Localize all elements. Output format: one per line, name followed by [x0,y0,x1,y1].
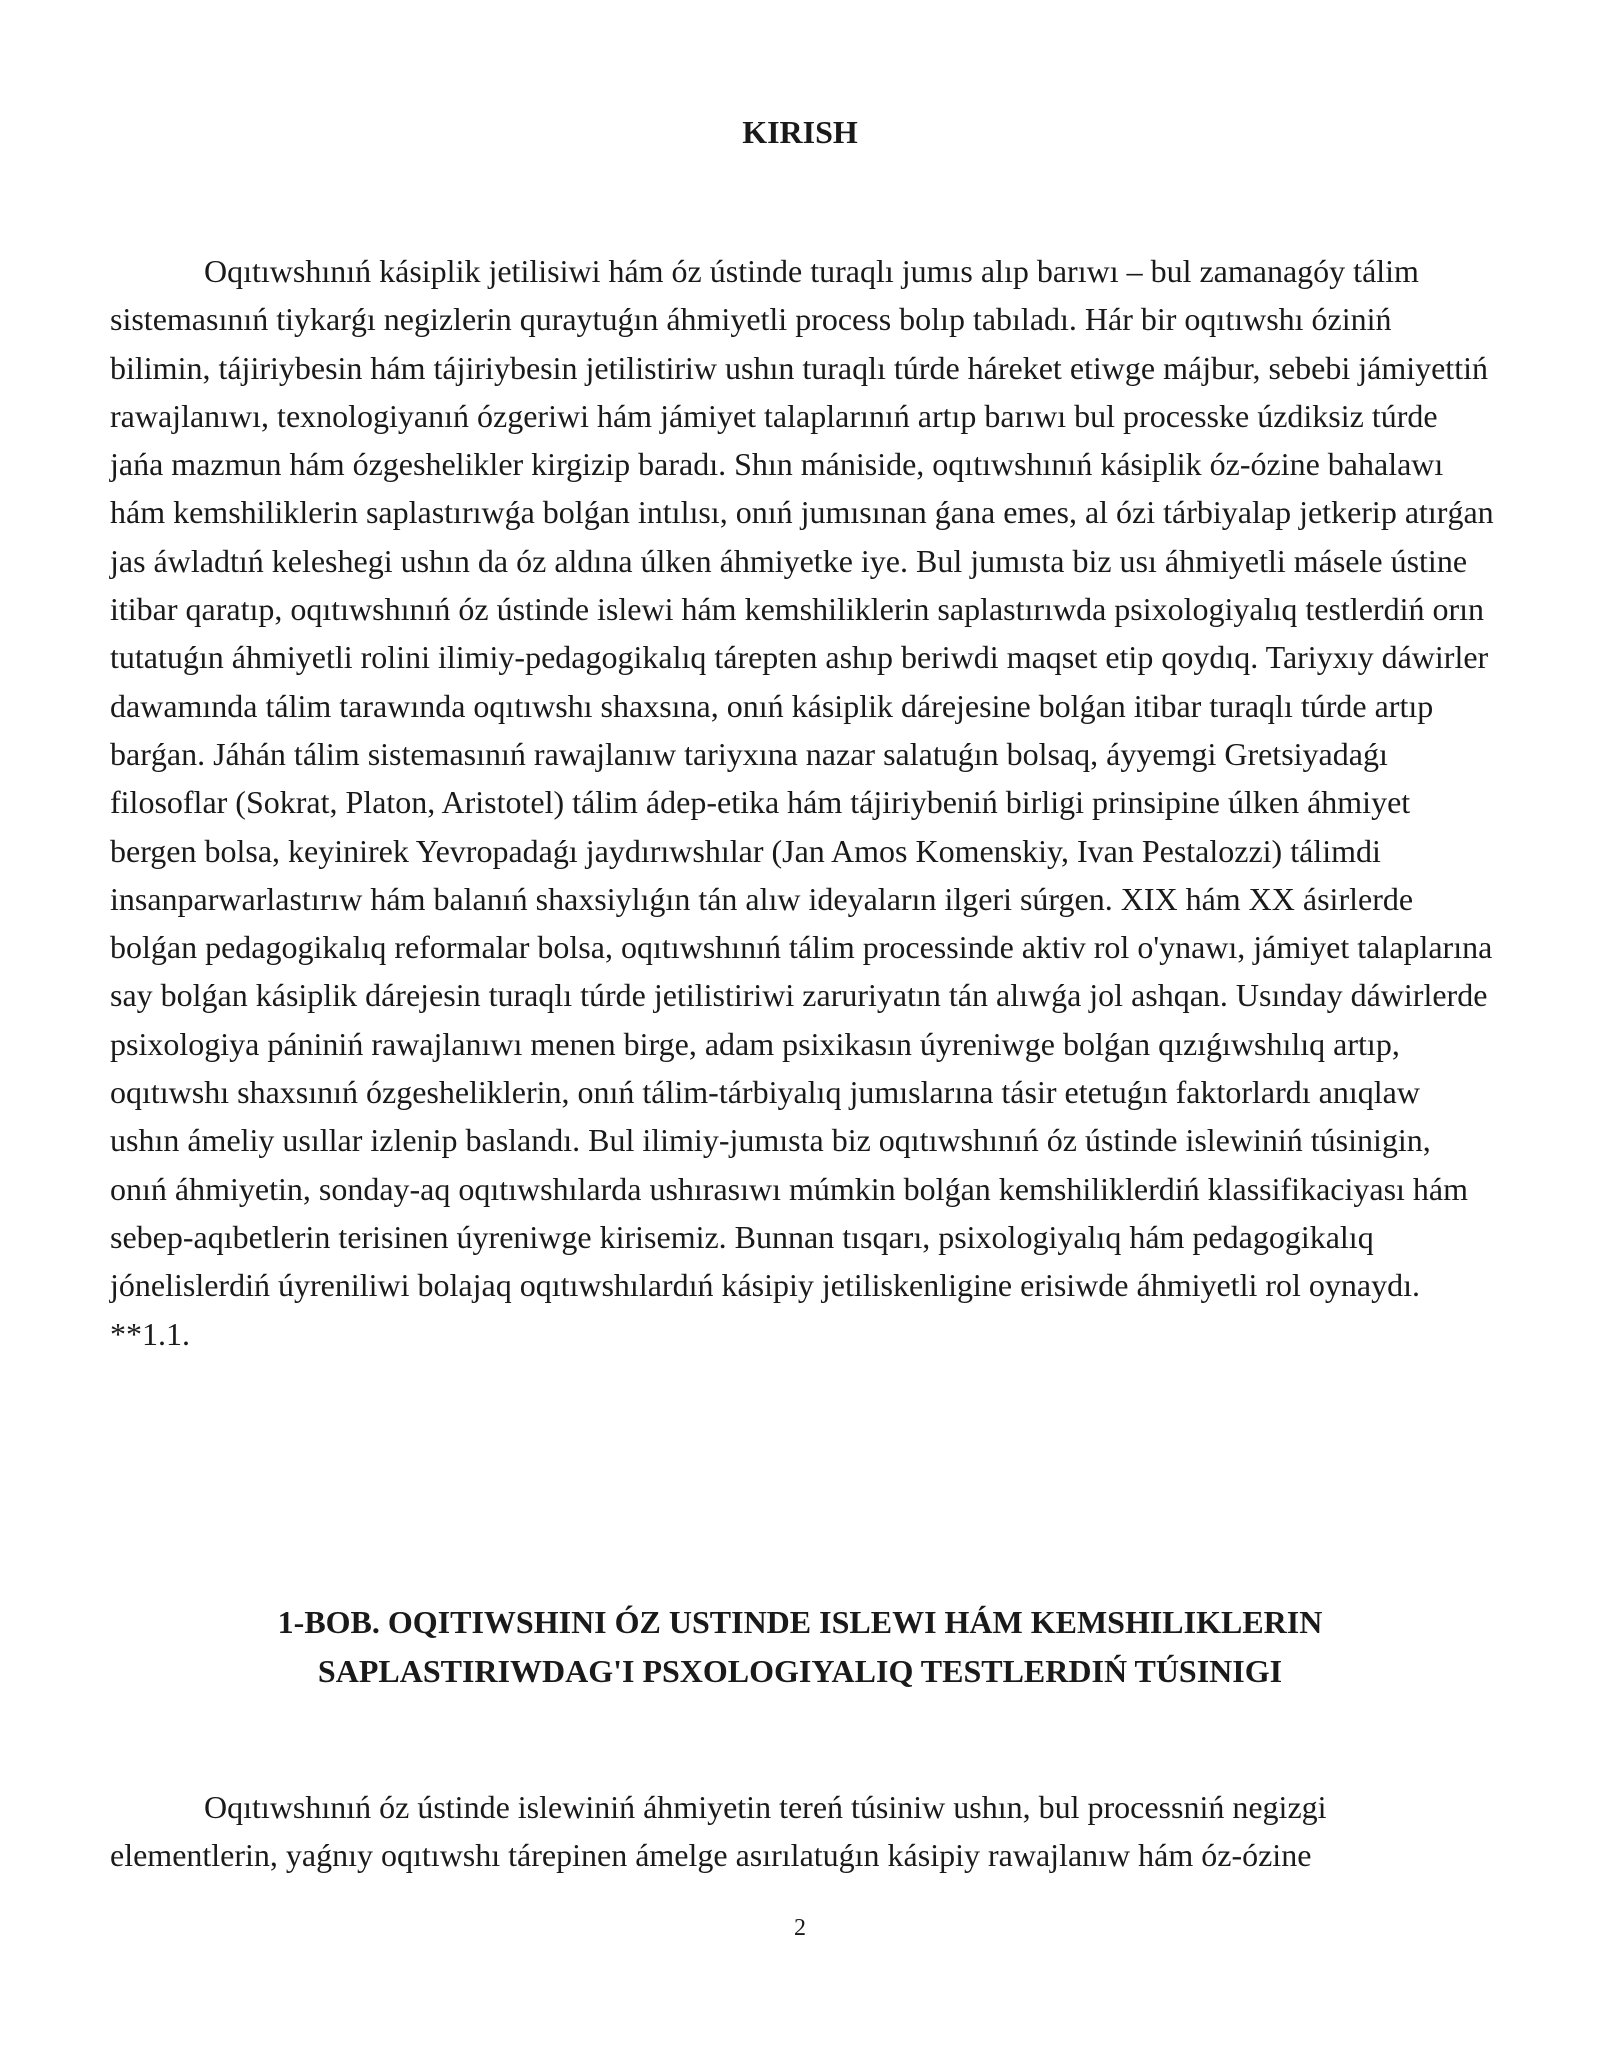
intro-heading: KIRISH [742,114,858,150]
chapter-heading [110,1598,1490,1696]
chapter-paragraph: Oqıtıwshınıń óz ústinde islewiniń áhmiyetin tereń túsiniw ushın, bul processniń negizgi elementlerin, yaǵnıy oqıtıwshı tárepinen ámelge asırılatuǵın kásipiy rawajlanıw hám óz-ózine [110,1789,1327,1874]
chapter-heading-line1: 1-BOB. OQITIWSHINI ÓZ USTINDE ISLEWI HÁM KEMSHILIKLERIN [277,1604,1323,1640]
chapter-heading-line2: SAPLASTIRIWDAG'I PSXOLOGIYALIQ TESTLERDIŃ TÚSINIGI [317,1653,1283,1689]
page-number: 2 [794,1915,806,1941]
intro-paragraph: Oqıtıwshınıń kásiplik jetilisiwi hám óz ústinde turaqlı jumıs alıp barıwı – bul zamanagóy tálim sistemasınıń tiykarǵı negizlerin quraytuǵın áhmiyetli process bolıp tabıladı. Hár bir oqıtıwshı óziniń bilimin, tájiriybesin hám tájiriybesin jetilistiriw ushın turaqlı túrde háreket etiwge májbur, sebebi jámiyettiń rawajlanıwı, texnologiyanıń ózgeriwi hám jámiyet talaplarınıń artıp barıwı bul processke úzdiksiz túrde jańa mazmun hám ózgeshelikler kirgizip baradı. Shın mániside, oqıtıwshınıń kásiplik óz-ózine bahalawı hám kemshiliklerin saplastırıwǵa bolǵan intılısı, onıń jumısınan ǵana emes, al ózi tárbiyalap jetkerip atırǵan jas áwladtıń keleshegi ushın da óz aldına úlken áhmiyetke iye. Bul jumısta biz usı áhmiyetli másele ústine itibar qaratıp, oqıtıwshınıń óz ústinde islewi hám kemshiliklerin saplastırıwda psixologiyalıq testlerdiń orın tutatuǵın áhmiyetli rolini ilimiy-pedagogikalıq tárepten ashıp beriwdi maqset etip qoydıq. Tariyxıy dáwirler dawamında tálim tarawında oqıtıwshı shaxsına, onıń kásiplik dárejesine bolǵan itibar turaqlı túrde artıp barǵan. Jáhán tálim sistemasınıń rawajlanıw tariyxına nazar salatuǵın bolsaq, áyyemgi Gretsiyadaǵı filosoflar (Sokrat, Platon, Aristotel) tálim ádep-etika hám tájiriybeniń birligi prinsipine úlken áhmiyet bergen bolsa, keyinirek Yevropadaǵı jaydırıwshılar (Jan Amos Komenskiy, Ivan Pestalozzi) tálimdi insanparwarlastırıw hám balanıń shaxsiylıǵın tán alıw ideyaların ilgeri súrgen. XIX hám XX ásirlerde bolǵan pedagogikalıq reformalar bolsa, oqıtıwshınıń tálim processinde aktiv rol o'ynawı, jámiyet talaplarına say bolǵan kásiplik dárejesin turaqlı túrde jetilistiriwi zaruriyatın tán alıwǵa jol ashqan. Usınday dáwirlerde psixologiya pániniń rawajlanıwı menen birge, adam psixikasın úyreniwge bolǵan qızıǵıwshılıq artıp, oqıtıwshı shaxsınıń ózgesheliklerin, onıń tálim-tárbiyalıq jumıslarına tásir etetuǵın faktorlardı anıqlaw ushın ámeliy usıllar izlenip baslandı. Bul ilimiy-jumısta biz oqıtıwshınıń óz ústinde islewiniń túsinigin, onıń áhmiyetin, sonday-aq oqıtıwshılarda ushırasıwı múmkin bolǵan kemshiliklerdiń klassifikaciyası hám sebep-aqıbetlerin terisinen úyreniwge kirisemiz. Bunnan tısqarı, psixologiyalıq hám pedagogikalıq jónelislerdiń úyreniliwi bolajaq oqıtıwshılardıń kásipiy jetiliskenligine erisiwde áhmiyetli rol oynaydı. **1.1. [110,253,1494,1352]
